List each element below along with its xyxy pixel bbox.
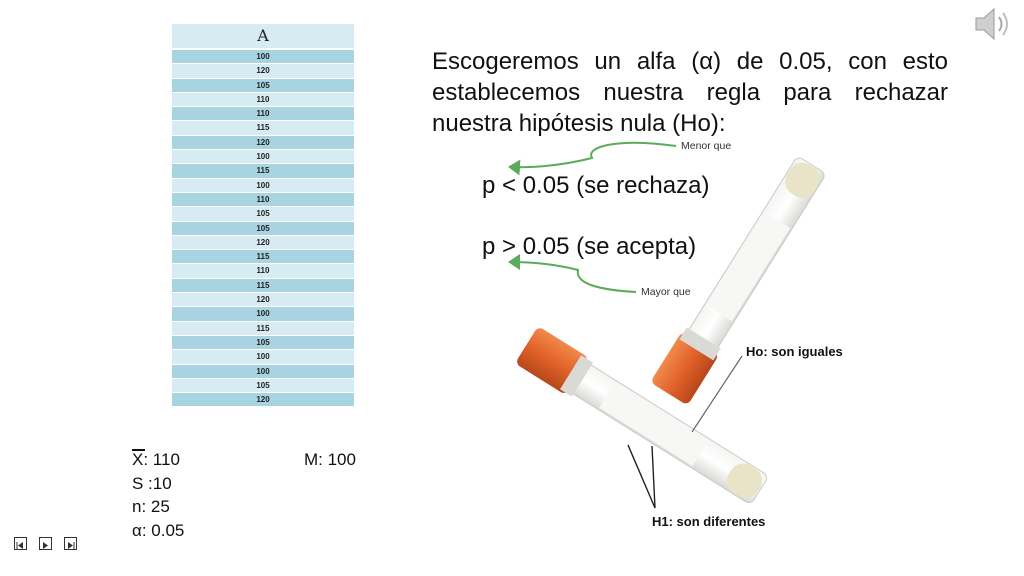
table-row: 105 [172,379,354,393]
stat-m: M: 100 [304,450,356,469]
mean-symbol: X [132,448,143,472]
table-row: 115 [172,121,354,135]
less-than-note: Menor que [681,140,732,152]
test-tube-2 [650,153,830,405]
table-row: 105 [172,222,354,236]
greater-than-note: Mayor que [641,286,691,298]
rule-reject: p < 0.05 (se rechaza) [482,172,710,199]
table-header: A [172,24,354,50]
stat-s: S :10 [132,473,172,493]
table-row: 120 [172,64,354,78]
table-row: 105 [172,336,354,350]
h0-label: Ho: son iguales [746,344,843,359]
table-row: 100 [172,307,354,321]
table-row: 110 [172,93,354,107]
less-than-arrow [510,143,676,167]
table-row: 110 [172,193,354,207]
table-row: 100 [172,150,354,164]
stat-n: n: 25 [132,497,170,516]
table-row: 115 [172,250,354,264]
rule-accept: p > 0.05 (se acepta) [482,233,697,260]
table-row: 105 [172,207,354,221]
table-row: 100 [172,350,354,364]
stat-alpha: α: 0.05 [132,520,185,540]
h1-callout-line [628,445,655,508]
table-row: 100 [172,50,354,64]
table-row: 120 [172,136,354,150]
h1-label: H1: son diferentes [652,514,766,529]
table-row: 115 [172,279,354,293]
table-row: 110 [172,264,354,278]
table-row: 110 [172,107,354,121]
table-row: 120 [172,393,354,407]
rule-paragraph: Escogeremos un alfa (α) de 0.05, con esto establecemos nuestra regla para rechazar nuestra hipótesis nula (Ho): [432,48,948,137]
table-row: 115 [172,164,354,178]
table-row: 105 [172,79,354,93]
table-row: 100 [172,365,354,379]
table-row: 120 [172,293,354,307]
greater-than-arrow [510,262,636,292]
mean-value: : 110 [143,450,180,469]
nav-last-icon[interactable] [64,537,77,550]
nav-next-icon[interactable] [39,537,52,550]
nav-first-icon[interactable] [14,537,27,550]
table-row: 120 [172,236,354,250]
speaker-icon[interactable] [972,4,1016,44]
table-row: 115 [172,322,354,336]
table-row: 100 [172,179,354,193]
